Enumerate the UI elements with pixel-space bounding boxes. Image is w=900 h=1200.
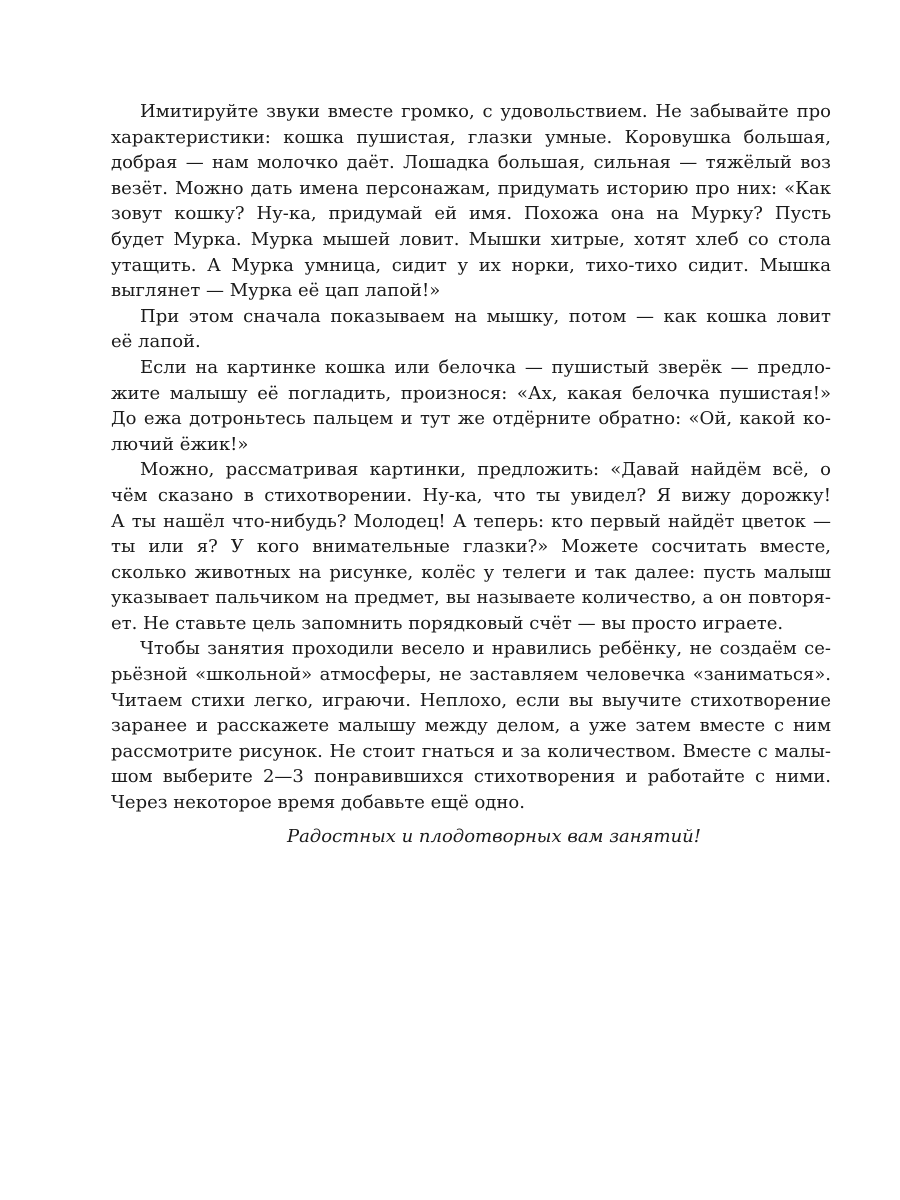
text-line: выглянет — Мурка её цап лапой!» (111, 280, 441, 302)
paragraph-show-mouse (111, 304, 831, 355)
text-line: лючий ёжик!» (111, 433, 249, 455)
text-line: Имитируйте звуки вместе громко, с удовольствием. Не забывайте про (140, 101, 831, 122)
text-line: рассмотрите рисунок. Не стоит гнаться и за количеством. Вместе с малы- (111, 740, 831, 762)
text-line: При этом сначала показываем на мышку, потом — как кошка ловит (140, 305, 831, 327)
text-line: указывает пальчиком на предмет, вы называете количество, а он повторя- (111, 587, 831, 609)
text-line: А ты нашёл что-нибудь? Молодец! А теперь: кто первый найдёт цветок — (111, 510, 831, 532)
text-line: Через некоторое время добавьте ещё одно. (111, 792, 525, 814)
text-line: характеристики: кошка пушистая, глазки умные. Коровушка большая, (111, 126, 831, 148)
text-line: До ежа дотроньтесь пальцем и тут же отдёрните обратно: «Ой, какой ко- (111, 408, 831, 430)
document-page (111, 99, 831, 849)
text-line: ет. Не ставьте цель запомнить порядковый счёт — вы просто играете. (111, 612, 784, 634)
closing-wish: Радостных и плодотворных вам занятий! (286, 825, 702, 847)
text-line: чём сказано в стихотворении. Ну-ка, что ты увидел? Я вижу дорожку! (111, 484, 831, 506)
text-line: рьёзной «школьной» атмосферы, не заставляем человечка «заниматься». (111, 664, 831, 686)
paragraph-fun-lessons (111, 636, 831, 815)
paragraph-pet-squirrel (111, 355, 831, 457)
text-line: сколько животных на рисунке, колёс у телеги и так далее: пусть малыш (111, 561, 831, 583)
text-line: заранее и расскажете малышу между делом, а уже затем вместе с ним (111, 715, 831, 737)
text-line: Чтобы занятия проходили весело и нравились ребёнку, не создаём сe- (140, 638, 831, 660)
text-line: везёт. Можно дать имена персонажам, придумать историю про них: «Как (111, 177, 831, 199)
text-line: зовут кошку? Ну-ка, придумай ей имя. Похожа она на Мурку? Пусть (111, 203, 831, 225)
text-line: Если на картинке кошка или белочка — пушистый зверёк — предло- (140, 356, 831, 378)
paragraph-imitate-sounds (111, 99, 831, 304)
text-line: Читаем стихи легко, играючи. Неплохо, если вы выучите стихотворение (111, 689, 831, 711)
text-line: добрая — нам молочко даёт. Лошадка большая, сильная — тяжёлый воз (111, 152, 831, 174)
text-line: Можно, рассматривая картинки, предложить: «Давай найдём всё, о (140, 459, 831, 481)
text-line: шом выберите 2—3 понравившихся стихотворения и работайте с ними. (111, 766, 831, 788)
text-line: жите малышу её погладить, произнося: «Ах, какая белочка пушистая!» (111, 382, 831, 404)
text-line: утащить. А Мурка умница, сидит у их норки, тихо-тихо сидит. Мышка (111, 254, 831, 276)
paragraph-find-together (111, 457, 831, 636)
text-line: будет Мурка. Мурка мышей ловит. Мышки хитрые, хотят хлеб со стола (111, 228, 831, 250)
text-line: её лапой. (111, 331, 201, 353)
text-line: ты или я? У кого внимательные глазки?» Можете сосчитать вместе, (111, 536, 831, 558)
